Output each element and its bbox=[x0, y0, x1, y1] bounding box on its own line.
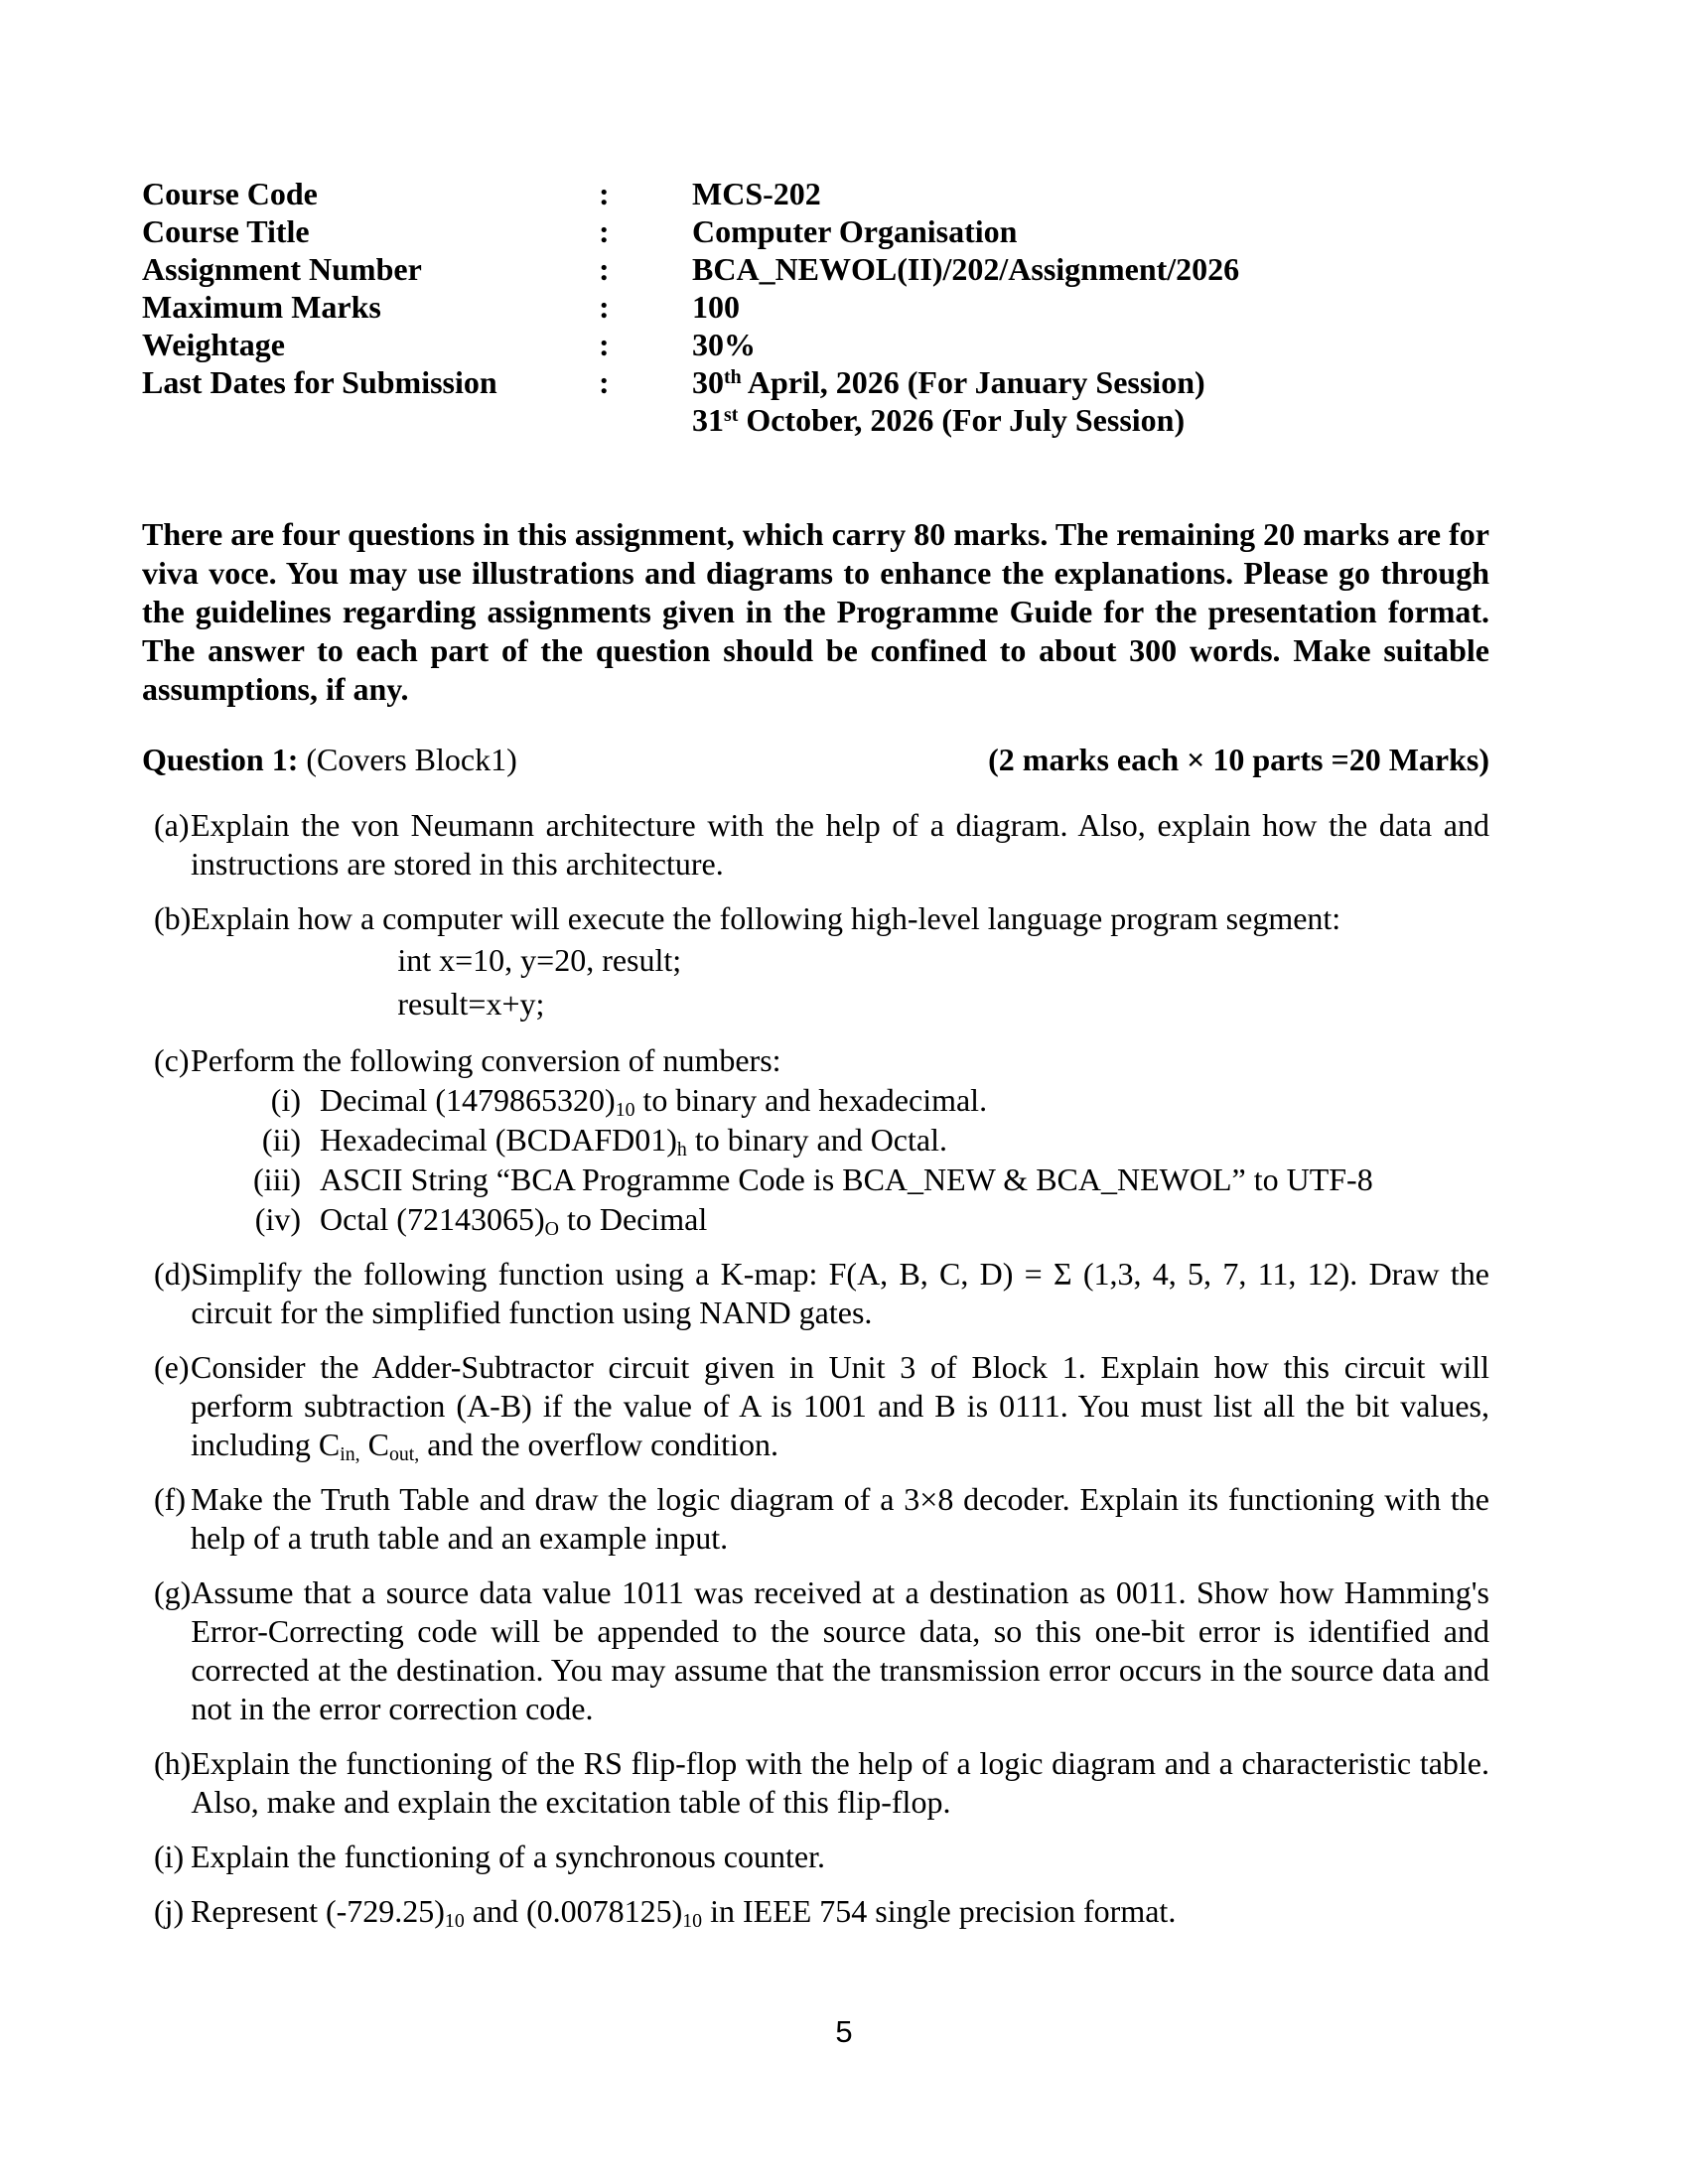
page-number: 5 bbox=[835, 2014, 853, 2049]
sub-item-text: ASCII String “BCA Programme Code is BCA_NEW & BCA_NEWOL” to UTF-8 bbox=[320, 1161, 1373, 1197]
info-value-line: 31st October, 2026 (For July Session) bbox=[692, 402, 1186, 438]
question-item-b bbox=[142, 899, 1489, 1025]
course-info-row bbox=[142, 288, 1489, 326]
question-item-d bbox=[142, 1255, 1489, 1332]
sub-item-text: Hexadecimal $(BCDAFD01)_h$ to binary and Octal. bbox=[320, 1122, 947, 1160]
item-text: Simplify the following function using a K-map: F(A, B, C, D) = Σ (1,3, 4, 5, 7, 11, 12). Draw the circuit for the simplified function using NAND gates. bbox=[191, 1256, 1489, 1330]
info-value-line: Computer Organisation bbox=[692, 213, 1018, 249]
info-colon: : bbox=[599, 289, 610, 325]
info-label: Course Title bbox=[142, 213, 310, 249]
question1-title bbox=[142, 741, 517, 779]
info-colon: : bbox=[599, 251, 610, 287]
info-colon: : bbox=[599, 364, 610, 400]
question1-items bbox=[142, 806, 1489, 1931]
course-info-row bbox=[142, 212, 1489, 250]
sub-item-i bbox=[191, 1081, 1489, 1120]
info-value-line: BCA_NEWOL(II)/202/Assignment/2026 bbox=[692, 251, 1240, 287]
question1-covers: (Covers Block1) bbox=[306, 742, 517, 777]
question-item-j bbox=[142, 1892, 1489, 1931]
item-text: Explain the functioning of the RS flip-flop with the help of a logic diagram and a characteristic table. Also, make and explain the excitation table of this flip-flop. bbox=[191, 1745, 1489, 1820]
item-text: Explain the functioning of a synchronous counter. bbox=[191, 1839, 825, 1874]
info-value bbox=[692, 326, 1489, 363]
info-label: Assignment Number bbox=[142, 251, 422, 287]
question1-label: Question 1: bbox=[142, 742, 299, 777]
info-colon: : bbox=[599, 327, 610, 362]
question-item-f bbox=[142, 1480, 1489, 1558]
question-item-g bbox=[142, 1573, 1489, 1728]
subscript: 10 bbox=[615, 1098, 635, 1121]
item-label: (j) bbox=[154, 1893, 185, 1929]
item-label: (c) bbox=[154, 1042, 190, 1078]
info-label: Last Dates for Submission bbox=[142, 364, 497, 400]
subscript: in, bbox=[340, 1442, 360, 1465]
info-value bbox=[692, 212, 1489, 250]
subscript: out, bbox=[388, 1442, 420, 1465]
sub-item-text: Octal $(72143065)_O$ to Decimal bbox=[320, 1201, 708, 1240]
info-value-line: 30th April, 2026 (For January Session) bbox=[692, 364, 1205, 400]
item-text: Perform the following conversion of numbers: (i) Decimal $(1479865320)_{10}$ to binary and hexadecimal. (ii) Hexadecimal $(BCDAFD01)_h$ to binary and Octal. (iii) ASCII String “BCA Programme Code is BCA_NEW & BCA_NEWOL” to UTF-8 (iv) Octal $(72143065)_O$ to Decimal bbox=[191, 1041, 1489, 1239]
item-label: (d) bbox=[154, 1256, 192, 1292]
sub-item-ii bbox=[191, 1121, 1489, 1160]
info-value bbox=[692, 250, 1489, 288]
superscript: st bbox=[724, 404, 739, 427]
question-item-a bbox=[142, 806, 1489, 884]
item-text: Explain the von Neumann architecture with the help of a diagram. Also, explain how the data and instructions are stored in this architecture. bbox=[191, 807, 1489, 882]
subscript: h bbox=[676, 1138, 687, 1160]
info-value-line: MCS-202 bbox=[692, 176, 821, 211]
course-info-row bbox=[142, 175, 1489, 212]
item-text: Assume that a source data value 1011 was received at a destination as 0011. Show how Hamming's Error-Correcting code will be appended to the source data, so this one-bit error is identified and corrected at the destination. You may assume that the transmission error occurs in the source data and not in the error correction code. bbox=[191, 1574, 1489, 1726]
course-info-row bbox=[142, 250, 1489, 288]
sub-item-text: Decimal $(1479865320)_{10}$ to binary and hexadecimal. bbox=[320, 1082, 988, 1121]
question1-marks: (2 marks each × 10 parts =20 Marks) bbox=[988, 742, 1489, 777]
course-info-row bbox=[142, 326, 1489, 363]
question1-heading bbox=[142, 741, 1489, 779]
item-text: Make the Truth Table and draw the logic diagram of a 3×8 decoder. Explain its functioning with the help of a truth table and an example input. bbox=[191, 1481, 1489, 1556]
item-text: Consider the Adder-Subtractor circuit given in Unit 3 of Block 1. Explain how this circuit will perform subtraction (A-B) if the value of A is 1001 and B is 0111. You must list all the bit values, including $C_{in,}$ $C_{out,}$ and the overflow condition. bbox=[191, 1349, 1489, 1465]
question-item-e bbox=[142, 1348, 1489, 1464]
course-info-table bbox=[142, 175, 1489, 439]
info-value-line: 30% bbox=[692, 327, 756, 362]
item-label: (h) bbox=[154, 1745, 192, 1781]
course-info-row bbox=[142, 363, 1489, 439]
sub-item-iv bbox=[191, 1200, 1489, 1239]
info-label: Course Code bbox=[142, 176, 318, 211]
info-value bbox=[692, 363, 1489, 439]
item-text: Explain how a computer will execute the following high-level language program segment: int x=10, y=20, result; result=x+y; bbox=[191, 899, 1489, 1025]
question-item-c bbox=[142, 1041, 1489, 1239]
superscript: th bbox=[724, 366, 742, 389]
info-value-line: 100 bbox=[692, 289, 740, 325]
info-colon: : bbox=[599, 213, 610, 249]
subscript: 10 bbox=[682, 1909, 703, 1932]
sub-item-label: (i) bbox=[270, 1082, 301, 1118]
code-line: int x=10, y=20, result; bbox=[397, 942, 682, 978]
subscript: O bbox=[544, 1217, 559, 1240]
info-label: Weightage bbox=[142, 327, 285, 362]
item-label: (b) bbox=[154, 900, 192, 936]
question-item-i bbox=[142, 1838, 1489, 1876]
info-label: Maximum Marks bbox=[142, 289, 381, 325]
info-value bbox=[692, 175, 1489, 212]
item-text: Represent $(-729.25)_{10}$ and $(0.0078125)_{10}$ in IEEE 754 single precision format. bbox=[191, 1893, 1177, 1932]
info-value bbox=[692, 288, 1489, 326]
info-colon: : bbox=[599, 176, 610, 211]
item-label: (i) bbox=[154, 1839, 185, 1874]
sub-item-label: (iii) bbox=[253, 1161, 301, 1197]
sub-item-iii bbox=[191, 1160, 1489, 1199]
question-item-h bbox=[142, 1744, 1489, 1822]
item-label: (e) bbox=[154, 1349, 190, 1385]
code-line: result=x+y; bbox=[397, 986, 545, 1022]
item-label: (f) bbox=[154, 1481, 186, 1517]
sub-item-label: (iv) bbox=[254, 1201, 301, 1237]
sub-item-label: (ii) bbox=[261, 1122, 301, 1158]
subscript: 10 bbox=[444, 1909, 465, 1932]
instructions-paragraph: There are four questions in this assignment, which carry 80 marks. The remaining 20 marks are for viva voce. You may use illustrations and diagrams to enhance the explanations. Please go through the guidelines regarding assignments given in the Programme Guide for the presentation format. The answer to each part of the question should be confined to about 300 words. Make suitable assumptions, if any. bbox=[142, 516, 1489, 707]
item-label: (a) bbox=[154, 807, 190, 843]
item-label: (g) bbox=[154, 1574, 192, 1610]
